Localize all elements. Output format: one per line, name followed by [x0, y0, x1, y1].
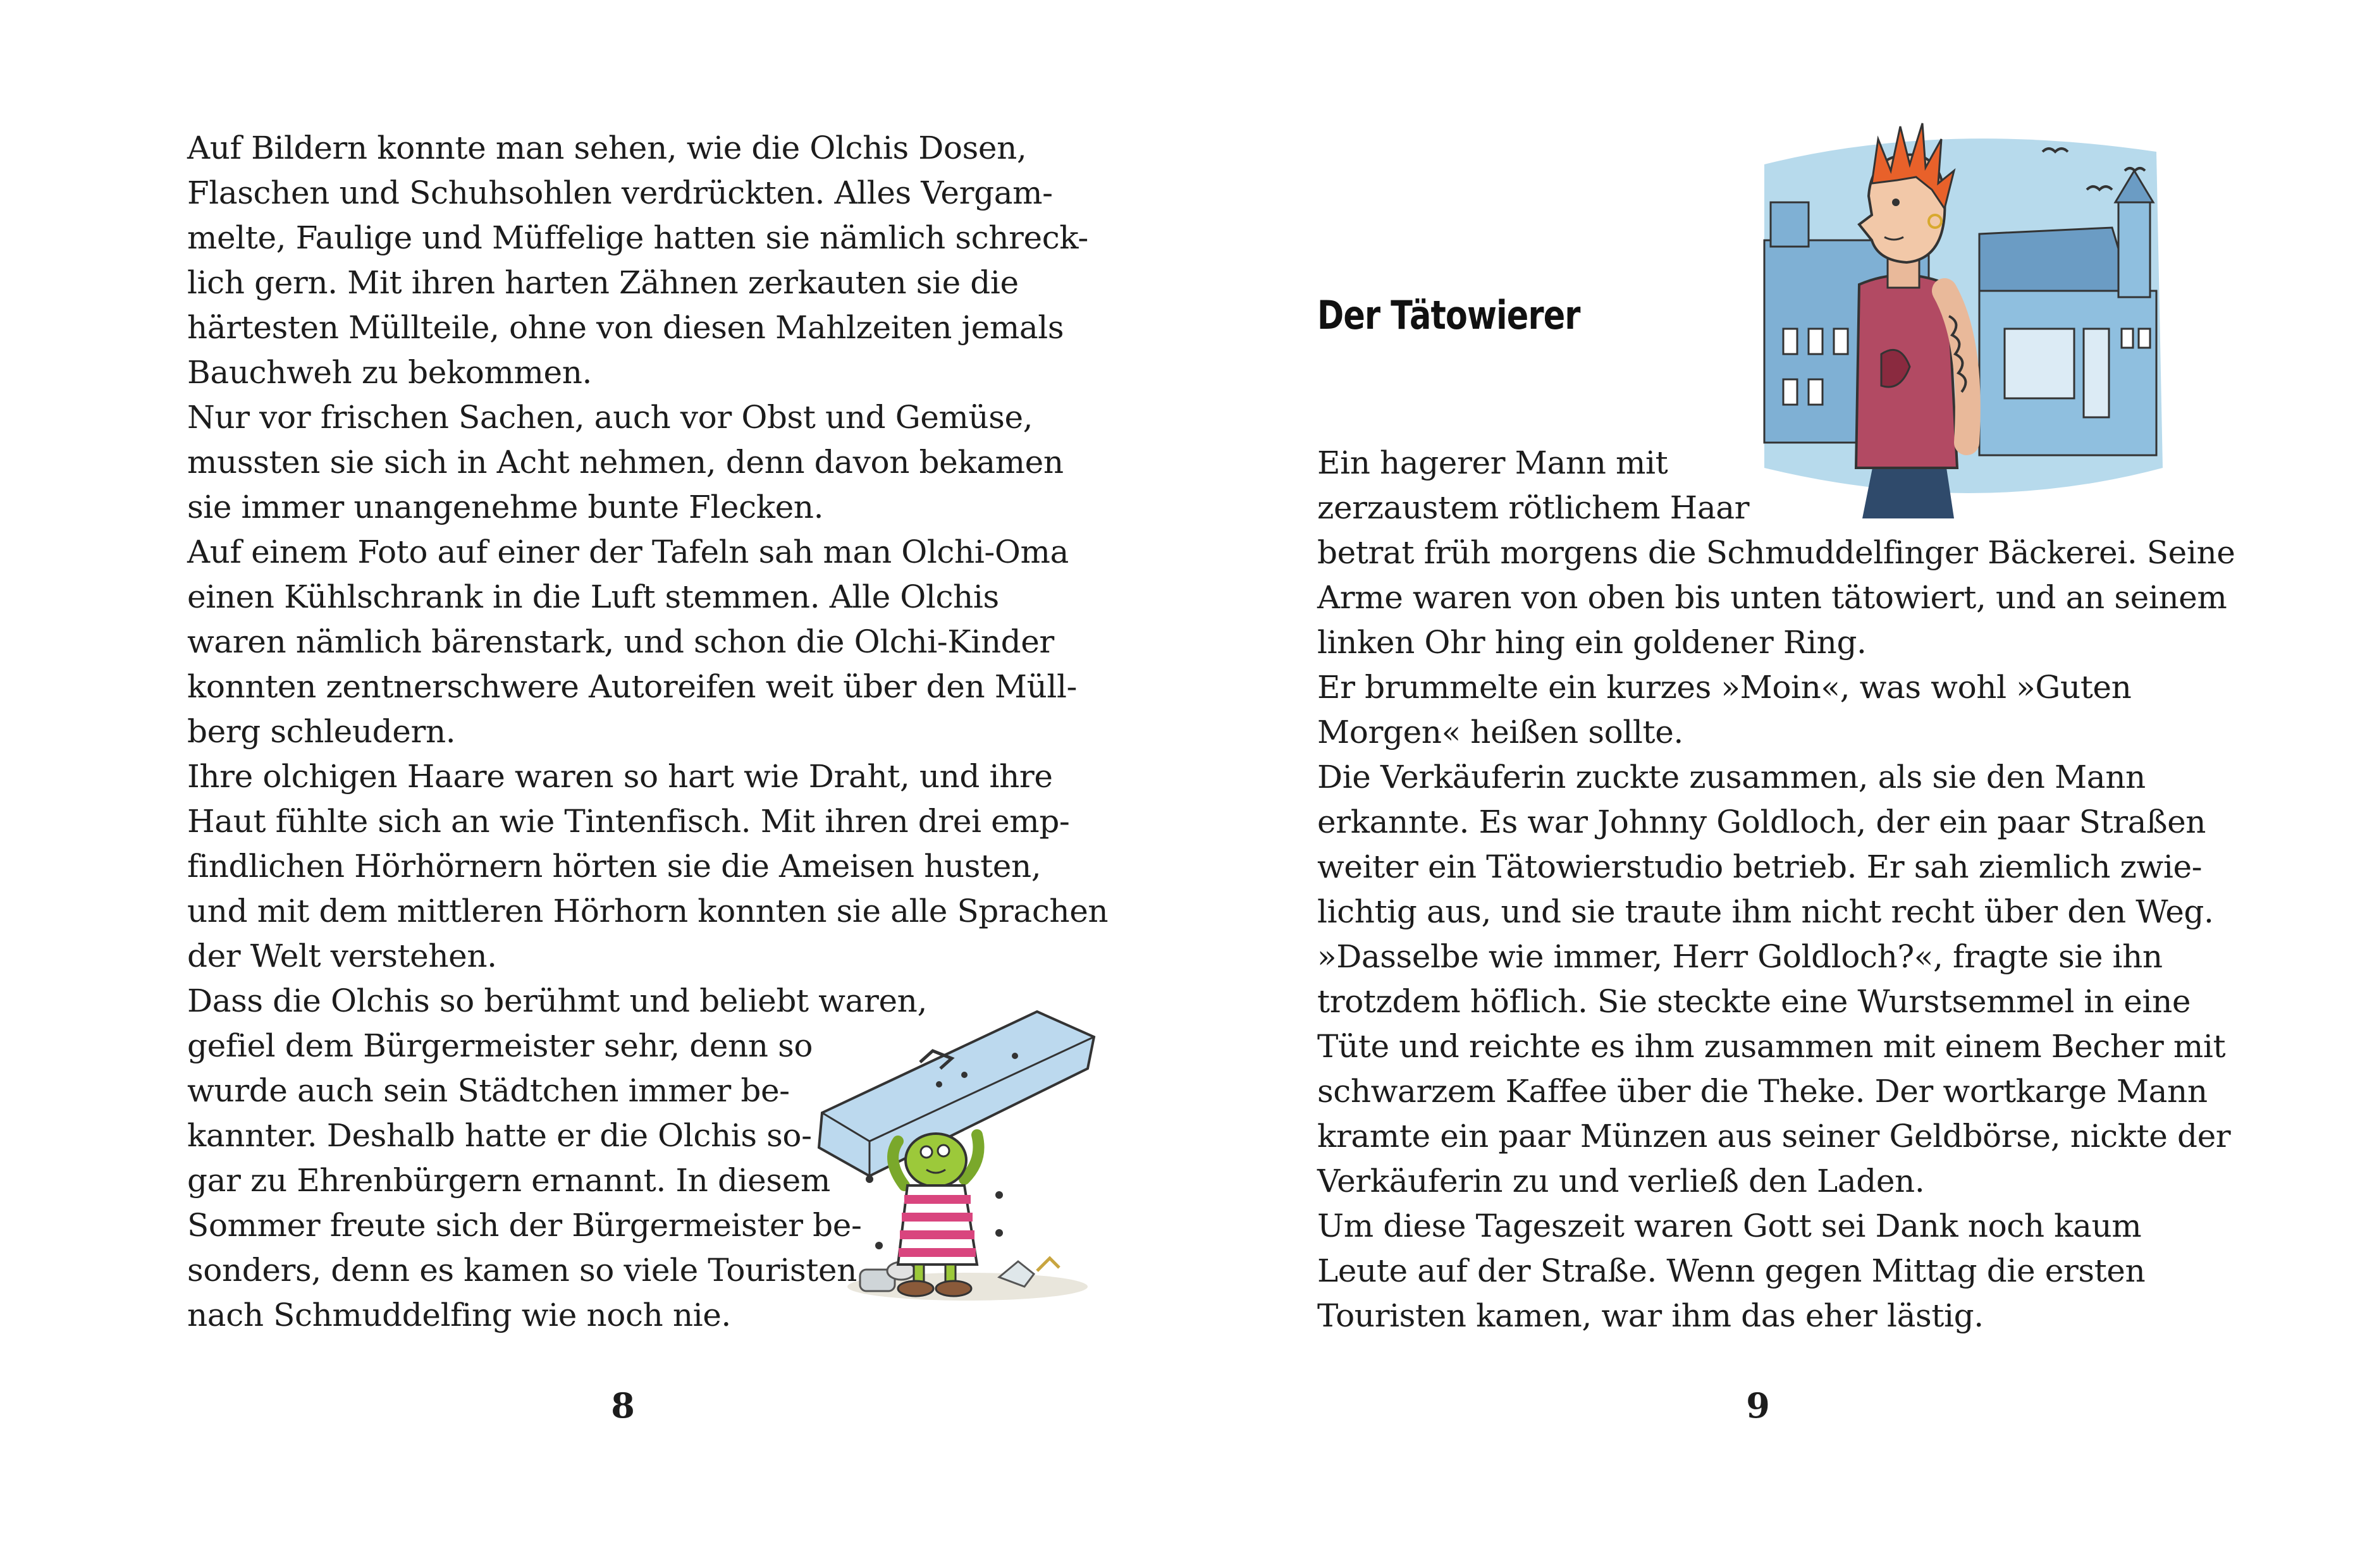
text-line: berg schleudern.	[187, 713, 456, 750]
text-line: trotzdem höflich. Sie steckte eine Wurstsemmel in eine	[1317, 983, 2191, 1020]
text-line: lich gern. Mit ihren harten Zähnen zerkauten sie die	[187, 264, 1019, 301]
text-line: Nur vor frischen Sachen, auch vor Obst und Gemüse,	[187, 399, 1033, 436]
text-line: Tüte und reichte es ihm zusammen mit einem Becher mit	[1317, 1028, 2226, 1065]
text-line: schwarzem Kaffee über die Theke. Der wortkarge Mann	[1317, 1073, 2208, 1110]
tattooed-man-illustration	[1752, 114, 2175, 518]
text-line: Bauchweh zu bekommen.	[187, 354, 592, 391]
text-line: Haut fühlte sich an wie Tintenfisch. Mit ihren drei emp-	[187, 803, 1070, 840]
text-line: mussten sie sich in Acht nehmen, denn davon bekamen	[187, 444, 1064, 481]
text-line: linken Ohr hing ein goldener Ring.	[1317, 624, 1867, 661]
page-number: 9	[1746, 1385, 1770, 1426]
text-line: lichtig aus, und sie traute ihm nicht recht über den Weg.	[1317, 893, 2214, 930]
text-line: und mit dem mittleren Hörhorn konnten sie alle Sprachen	[187, 893, 1109, 929]
text-line: zerzaustem rötlichem Haar	[1317, 489, 1750, 526]
text-line: gar zu Ehrenbürgern ernannt. In diesem	[187, 1162, 830, 1199]
text-line: Morgen« heißen sollte.	[1317, 714, 1683, 750]
text-line: kramte ein paar Münzen aus seiner Geldbörse, nickte der	[1317, 1118, 2231, 1155]
text-line: Touristen kamen, war ihm das eher lästig.	[1317, 1297, 1984, 1334]
text-line: »Dasselbe wie immer, Herr Goldloch?«, fragte sie ihn	[1317, 938, 2163, 975]
text-line: sonders, denn es kamen so viele Touristen	[187, 1252, 857, 1289]
text-line: Arme waren von oben bis unten tätowiert, und an seinem	[1317, 579, 2227, 616]
chapter-title: Der Tätowierer	[1317, 292, 1580, 338]
text-line: einen Kühlschrank in die Luft stemmen. Alle Olchis	[187, 579, 999, 615]
text-line: wurde auch sein Städtchen immer be-	[187, 1072, 790, 1109]
text-line: Ihre olchigen Haare waren so hart wie Draht, und ihre	[187, 758, 1053, 795]
text-line: Auf Bildern konnte man sehen, wie die Olchis Dosen,	[187, 130, 1027, 166]
text-line: Flaschen und Schuhsohlen verdrückten. Alles Vergam-	[187, 175, 1053, 211]
text-line: sie immer unangenehme bunte Flecken.	[187, 489, 824, 525]
text-line: Leute auf der Straße. Wenn gegen Mittag die ersten	[1317, 1253, 2146, 1289]
text-line: findlichen Hörhörnern hörten sie die Ameisen husten,	[187, 848, 1042, 885]
text-line: melte, Faulige und Müffelige hatten sie nämlich schreck-	[187, 219, 1088, 256]
text-line: weiter ein Tätowierstudio betrieb. Er sah ziemlich zwie-	[1317, 848, 2203, 885]
text-line: Verkäuferin zu und verließ den Laden.	[1317, 1163, 1925, 1199]
text-line: Auf einem Foto auf einer der Tafeln sah man Olchi-Oma	[187, 534, 1069, 570]
text-line: Die Verkäuferin zuckte zusammen, als sie den Mann	[1317, 759, 2146, 795]
text-line: nach Schmuddelfing wie noch nie.	[187, 1297, 731, 1333]
text-line: Dass die Olchis so berühmt und beliebt waren,	[187, 983, 927, 1019]
text-line: Um diese Tageszeit waren Gott sei Dank noch kaum	[1317, 1208, 2142, 1244]
text-line: kannter. Deshalb hatte er die Olchis so-	[187, 1117, 812, 1154]
text-line: Er brummelte ein kurzes »Moin«, was wohl »Guten	[1317, 669, 2132, 706]
olchi-lifting-box-illustration	[809, 967, 1113, 1347]
text-line: erkannte. Es war Johnny Goldloch, der ein paar Straßen	[1317, 804, 2206, 840]
text-line: waren nämlich bärenstark, und schon die Olchi-Kinder	[187, 623, 1054, 660]
text-line: konnten zentnerschwere Autoreifen weit über den Müll-	[187, 668, 1078, 705]
page-number: 8	[611, 1385, 635, 1426]
text-line: der Welt verstehen.	[187, 938, 497, 974]
text-line: betrat früh morgens die Schmuddelfinger Bäckerei. Seine	[1317, 534, 2235, 571]
text-line: gefiel dem Bürgermeister sehr, denn so	[187, 1027, 813, 1064]
text-line: härtesten Müllteile, ohne von diesen Mahlzeiten jemals	[187, 309, 1064, 346]
text-line: Sommer freute sich der Bürgermeister be-	[187, 1207, 862, 1244]
text-line: Ein hagerer Mann mit	[1317, 444, 1668, 481]
